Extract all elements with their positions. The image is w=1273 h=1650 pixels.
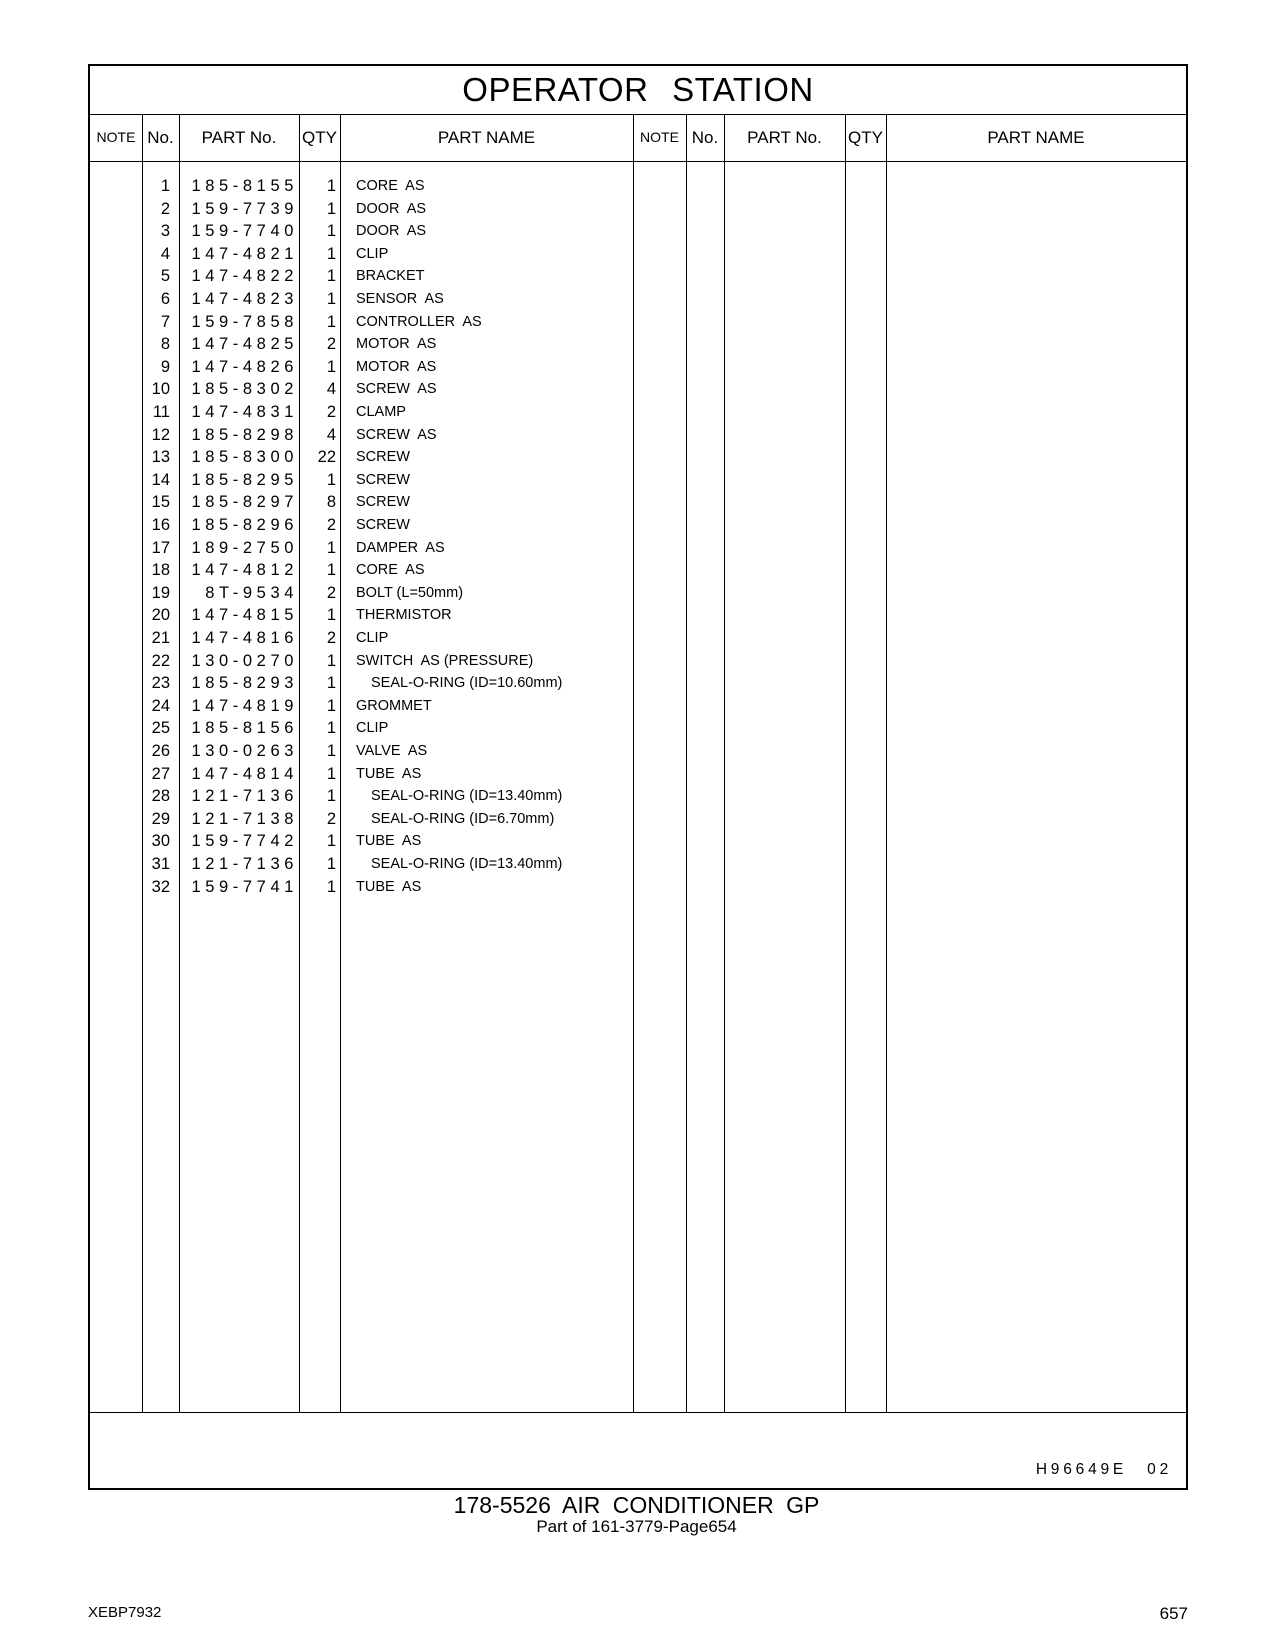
part-number: 147-4831 (191, 403, 298, 421)
part-number: 185-8298 (191, 425, 298, 444)
part-number: 121-7136 (191, 787, 298, 806)
part-name: CORE AS (356, 562, 425, 579)
part-name: TUBE AS (356, 765, 422, 782)
quantity: 1 (326, 696, 336, 715)
quantity: 1 (326, 267, 336, 286)
quantity: 1 (326, 606, 336, 625)
item-number: 15 (151, 493, 170, 512)
quantity: 2 (326, 516, 336, 534)
table-row (90, 198, 1186, 221)
quantity: 2 (326, 583, 336, 602)
quantity: 1 (326, 177, 336, 195)
quantity: 1 (326, 855, 336, 873)
header-part-name-right: PART NAME (987, 128, 1085, 147)
quantity: 1 (326, 742, 336, 760)
quantity: 1 (326, 538, 336, 557)
part-number: 185-8296 (191, 516, 298, 534)
part-number: 159-7739 (191, 199, 298, 218)
quantity: 1 (326, 244, 336, 263)
quantity: 1 (326, 357, 336, 376)
item-number: 31 (151, 855, 170, 873)
header-note-left: NOTE (96, 129, 136, 145)
item-number: 27 (151, 764, 170, 783)
part-number: 185-8297 (191, 493, 298, 512)
item-number: 13 (151, 448, 170, 467)
item-number: 21 (151, 629, 170, 647)
quantity: 2 (326, 403, 336, 421)
part-number: 8T-9534 (205, 583, 298, 602)
table-row (90, 356, 1186, 379)
table-row (90, 559, 1186, 582)
part-name: SEAL-O-RING (ID=10.60mm) (371, 675, 563, 692)
item-number: 5 (160, 267, 170, 286)
table-row (90, 401, 1186, 424)
table-row (90, 220, 1186, 243)
item-number: 22 (151, 651, 170, 670)
table-row (90, 378, 1186, 401)
item-number: 7 (160, 312, 170, 331)
item-number: 9 (160, 357, 170, 376)
table-row (90, 650, 1186, 673)
part-name: SEAL-O-RING (ID=6.70mm) (371, 810, 555, 827)
part-name: SEAL-O-RING (ID=13.40mm) (371, 788, 563, 805)
item-number: 23 (151, 674, 170, 693)
part-number: 147-4812 (191, 561, 298, 580)
item-number: 17 (151, 538, 170, 557)
part-name: SCREW AS (356, 426, 437, 443)
quantity: 1 (326, 199, 336, 218)
item-number: 11 (152, 403, 170, 421)
item-number: 30 (151, 832, 170, 851)
quantity: 22 (317, 448, 336, 467)
item-number: 14 (151, 470, 170, 489)
quantity: 1 (326, 470, 336, 489)
part-number: 147-4814 (191, 764, 298, 783)
quantity: 2 (326, 809, 336, 828)
quantity: 1 (326, 290, 336, 308)
quantity: 8 (326, 493, 336, 512)
quantity: 1 (326, 877, 336, 896)
part-number: 185-8300 (191, 448, 298, 467)
table-row (90, 830, 1186, 853)
part-name: CONTROLLER AS (356, 313, 482, 330)
part-name: SCREW AS (356, 381, 437, 398)
item-number: 24 (151, 696, 170, 715)
part-number: 147-4823 (191, 290, 298, 308)
part-number: 130-0270 (191, 651, 298, 670)
table-row (90, 243, 1186, 266)
quantity: 2 (326, 629, 336, 647)
part-number: 130-0263 (191, 742, 298, 760)
table-row (90, 175, 1186, 198)
part-name: SCREW (356, 494, 410, 511)
part-number: 185-8293 (191, 674, 298, 693)
group-subcaption: Part of 161-3779-Page654 (536, 1517, 737, 1536)
table-row (90, 333, 1186, 356)
item-number: 26 (151, 742, 170, 760)
item-number: 2 (160, 199, 170, 218)
part-number: 121-7136 (191, 855, 298, 873)
quantity: 2 (326, 335, 336, 354)
table-row (90, 627, 1186, 650)
publication-number: XEBP7932 (88, 1604, 162, 1621)
part-number: 159-7858 (191, 312, 298, 331)
header-part-no-left: PART No. (201, 128, 277, 147)
part-number: 185-8295 (191, 470, 298, 489)
part-name: BOLT (L=50mm) (356, 584, 464, 601)
part-number: 147-4821 (191, 244, 298, 263)
quantity: 1 (326, 222, 336, 241)
part-number: 147-4826 (191, 357, 298, 376)
quantity: 1 (326, 764, 336, 783)
part-number: 185-8156 (191, 719, 298, 738)
table-row (90, 717, 1186, 740)
table-row (90, 876, 1186, 899)
header-no-left: No. (147, 128, 174, 147)
quantity: 4 (326, 380, 336, 399)
part-name: DAMPER AS (356, 539, 445, 556)
part-name: SCREW (356, 449, 410, 466)
parts-table-frame (88, 64, 1188, 1490)
item-number: 16 (151, 516, 170, 534)
table-row (90, 808, 1186, 831)
part-name: SENSOR AS (356, 291, 444, 307)
document-reference: H96649E 02 (1035, 1461, 1172, 1478)
part-name: MOTOR AS (356, 358, 437, 375)
item-number: 12 (151, 425, 170, 444)
header-part-no-right: PART No. (747, 128, 822, 147)
part-name: SCREW (356, 471, 410, 488)
table-row (90, 469, 1186, 492)
part-number: 121-7138 (191, 809, 298, 828)
item-number: 29 (151, 809, 170, 828)
quantity: 1 (326, 561, 336, 580)
quantity: 1 (326, 674, 336, 693)
quantity: 1 (326, 312, 336, 331)
item-number: 8 (160, 335, 170, 354)
table-row (90, 785, 1186, 808)
header-qty-right: QTY (848, 128, 883, 147)
table-row (90, 537, 1186, 560)
header-no-right: No. (691, 128, 719, 147)
part-name: BRACKET (356, 268, 425, 285)
part-name: DOOR AS (356, 223, 427, 240)
item-number: 4 (160, 244, 170, 263)
table-row (90, 672, 1186, 695)
part-number: 159-7740 (191, 222, 298, 241)
part-number: 147-4825 (191, 335, 298, 354)
part-number: 147-4822 (191, 267, 298, 286)
table-bottom-line (90, 1412, 1186, 1413)
table-row (90, 740, 1186, 763)
item-number: 20 (151, 606, 170, 625)
table-row (90, 582, 1186, 605)
group-caption: 178-5526 AIR CONDITIONER GP (453, 1492, 820, 1518)
part-name: VALVE AS (356, 743, 428, 759)
part-name: CLAMP (356, 404, 406, 420)
quantity: 4 (326, 425, 336, 444)
item-number: 18 (151, 561, 170, 580)
table-row (90, 491, 1186, 514)
item-number: 3 (160, 222, 170, 241)
header-note-right: NOTE (640, 129, 679, 145)
page-title: OPERATOR STATION (90, 66, 1186, 115)
part-name: MOTOR AS (356, 336, 437, 353)
table-row (90, 763, 1186, 786)
part-name: TUBE AS (356, 833, 422, 850)
part-number: 159-7742 (191, 832, 298, 851)
part-name: CLIP (356, 630, 389, 646)
quantity: 1 (326, 719, 336, 738)
item-number: 32 (151, 877, 170, 896)
table-row (90, 288, 1186, 311)
quantity: 1 (326, 651, 336, 670)
part-number: 159-7741 (191, 877, 298, 896)
item-number: 19 (151, 583, 170, 602)
part-number: 147-4816 (191, 629, 298, 647)
item-number: 10 (151, 380, 170, 399)
part-name: CORE AS (356, 178, 425, 194)
part-number: 185-8302 (191, 380, 298, 399)
item-number: 25 (151, 719, 170, 738)
table-row (90, 265, 1186, 288)
part-number: 147-4815 (191, 606, 298, 625)
table-row (90, 604, 1186, 627)
table-row (90, 311, 1186, 334)
header-part-name-left: PART NAME (437, 128, 536, 147)
table-row (90, 853, 1186, 876)
part-name: DOOR AS (356, 200, 427, 217)
table-row (90, 446, 1186, 469)
table-row (90, 514, 1186, 537)
part-name: CLIP (356, 245, 389, 262)
quantity: 1 (326, 787, 336, 806)
part-name: CLIP (356, 720, 389, 737)
part-name: SEAL-O-RING (ID=13.40mm) (371, 856, 563, 872)
quantity: 1 (326, 832, 336, 851)
part-name: TUBE AS (356, 878, 422, 895)
part-name: SWITCH AS (PRESSURE) (356, 652, 534, 669)
part-number: 147-4819 (191, 696, 298, 715)
header-qty-left: QTY (302, 128, 337, 147)
part-name: THERMISTOR (356, 607, 452, 624)
table-row (90, 424, 1186, 447)
item-number: 1 (160, 177, 170, 195)
part-number: 189-2750 (191, 538, 298, 557)
part-number: 185-8155 (191, 177, 298, 195)
part-name: GROMMET (356, 697, 432, 714)
part-name: SCREW (356, 517, 410, 533)
table-row (90, 695, 1186, 718)
table-header (90, 114, 1186, 162)
item-number: 6 (160, 290, 170, 308)
page-number: 657 (1159, 1604, 1188, 1623)
item-number: 28 (151, 787, 170, 806)
